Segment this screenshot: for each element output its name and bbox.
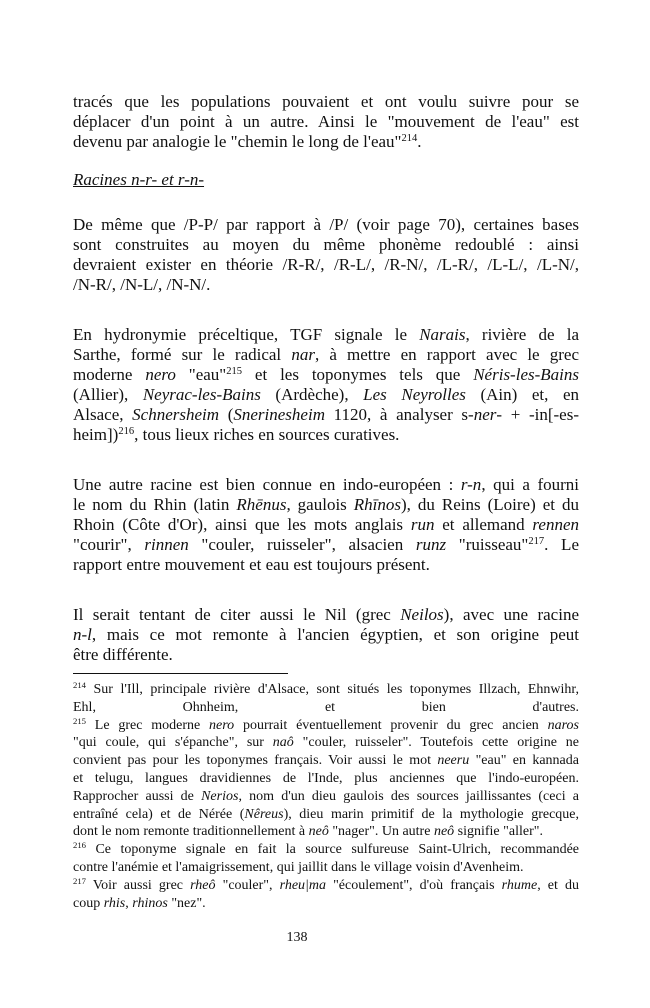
- text-line: [73, 515, 579, 535]
- italic-term: naros: [547, 717, 579, 733]
- text-line: [73, 555, 579, 575]
- text-line: [73, 859, 579, 877]
- text-line: [73, 215, 579, 235]
- text-line: [73, 788, 579, 806]
- text-run: "eau": [175, 365, 227, 384]
- footnote-ref: 217: [528, 536, 545, 548]
- italic-term: rheô: [190, 877, 216, 893]
- text-line: [73, 345, 579, 365]
- text-run: Rhoin (Côte d'Or), ainsi que les mots anglais: [73, 515, 411, 534]
- italic-term: neô: [308, 824, 329, 840]
- text-line: [73, 535, 579, 555]
- text-run: heim]): [73, 425, 119, 444]
- text-line: [73, 645, 579, 665]
- text-run: Rapprocher aussi de: [73, 788, 202, 804]
- italic-term: Rhēnus: [236, 495, 287, 514]
- text-run: "écoulement", d'où français: [326, 877, 502, 893]
- text-run: devraient exister en théorie /R-R/, /R-L/, /R-N/, /L-R/, /L-L/, /L-N/,: [73, 255, 579, 274]
- text-run: entraîné cela) et de Nérée (: [73, 806, 245, 822]
- text-run: "ruisseau": [446, 535, 529, 554]
- italic-term: rheu|ma: [279, 877, 326, 893]
- text-line: [73, 699, 579, 717]
- text-run: "qui coule, qui s'épanche", sur: [73, 735, 273, 751]
- text-run: pourrait éventuellement provenir du grec ancien: [234, 717, 548, 733]
- text-run: /N-R/, /N-L/, /N-N/.: [73, 275, 211, 294]
- section-heading-text: Racines n-r- et r-n-: [73, 170, 205, 189]
- italic-term: neeru: [437, 753, 470, 769]
- text-line: [73, 895, 579, 913]
- footnote-ref: 216: [118, 426, 135, 438]
- page-number: 138: [286, 930, 308, 945]
- text-run: "nager". Un autre: [328, 824, 434, 840]
- footnote-ref: 214: [401, 133, 418, 145]
- italic-term: Rhīnos: [353, 495, 402, 514]
- text-run: Sarthe, formé sur le radical: [73, 345, 292, 364]
- footnote-ref: 217: [73, 876, 87, 886]
- text-line: [73, 806, 579, 824]
- text-line: [73, 877, 579, 895]
- text-run: "couler, ruisseler", alsacien: [188, 535, 416, 554]
- text-run: .: [417, 132, 422, 151]
- text-run: ), avec une racine: [443, 605, 579, 624]
- text-line: [73, 255, 579, 275]
- text-line: [73, 681, 579, 699]
- text-run: Sur l'Ill, principale rivière d'Alsace, sont situés les toponymes Illzach, Ehnwihr,: [86, 682, 579, 697]
- text-line: [73, 325, 579, 345]
- text-run: signifie "aller".: [454, 824, 543, 840]
- text-run: Alsace,: [73, 405, 133, 424]
- text-line: [73, 475, 579, 495]
- footnotes: [73, 681, 579, 912]
- text-run: le nom du Rhin (latin: [73, 495, 237, 514]
- text-run: , mais ce mot remonte à l'ancien égyptien, et son origine peut: [91, 625, 579, 644]
- italic-term: Snerinesheim: [233, 405, 325, 424]
- text-run: "nez".: [167, 895, 206, 911]
- text-run: coup: [73, 895, 104, 911]
- text-run: (Ain) et, en: [465, 385, 579, 404]
- italic-term: Les Neyrolles: [363, 385, 466, 404]
- footnote-ref: 216: [73, 840, 87, 851]
- text-line: [73, 752, 579, 770]
- italic-term: Nerios: [201, 788, 239, 804]
- text-line: [73, 385, 579, 405]
- text-run: sont construites au moyen du même phonème redoublé : ainsi: [73, 235, 579, 254]
- text-line: [73, 625, 579, 645]
- italic-term: rhis: [103, 895, 126, 911]
- italic-term: Narais: [419, 325, 466, 344]
- text-line: [73, 365, 579, 385]
- text-run: "eau" en kannada: [469, 753, 579, 769]
- text-line: [73, 92, 579, 112]
- italic-term: n-l: [73, 625, 92, 644]
- paragraph-3: [73, 325, 579, 445]
- paragraph-2: [73, 215, 579, 295]
- text-run: (Ardèche),: [260, 385, 364, 404]
- text-run: , gaulois: [286, 495, 354, 514]
- text-run: - + -in[-es-: [496, 405, 579, 424]
- italic-term: Neyrac-les-Bains: [142, 385, 261, 404]
- text-run: et telugu, langues dravidiennes de l'Inde, plus anciennes que l'indo-européen.: [73, 770, 579, 786]
- text-run: convient pas pour les toponymes français. Voir aussi le mot: [73, 753, 438, 769]
- text-run: et les toponymes tels que: [242, 365, 474, 384]
- text-run: , qui a fourni: [481, 475, 579, 494]
- text-run: Voir aussi grec: [86, 877, 191, 893]
- text-line: [73, 734, 579, 752]
- text-run: (Allier),: [73, 385, 143, 404]
- text-run: ,: [125, 895, 133, 911]
- paragraph-1: [73, 92, 579, 152]
- italic-term: rhume: [501, 877, 538, 893]
- footnote-ref: 214: [73, 680, 87, 691]
- italic-term: rennen: [532, 515, 579, 534]
- text-run: 1120, à analyser s-: [324, 405, 474, 424]
- text-run: "couler",: [215, 877, 280, 893]
- text-run: être différente.: [73, 645, 173, 664]
- text-line: [73, 605, 579, 625]
- italic-term: nar: [291, 345, 315, 364]
- text-run: et allemand: [434, 515, 533, 534]
- text-run: "courir",: [73, 535, 145, 554]
- italic-term: run: [410, 515, 435, 534]
- italic-term: naô: [272, 735, 294, 751]
- footnote-separator: [73, 673, 288, 674]
- text-run: , et du: [537, 877, 579, 893]
- text-run: rapport entre mouvement et eau est toujours présent.: [73, 555, 430, 574]
- text-run: ), du Reins (Loire) et du: [401, 495, 580, 514]
- paragraph-5: [73, 605, 579, 665]
- text-run: tracés que les populations pouvaient et ont voulu suivre pour se: [73, 92, 579, 111]
- italic-term: Schnersheim: [132, 405, 220, 424]
- italic-term: Nêreus: [244, 806, 284, 822]
- text-run: , à mettre en rapport avec le grec: [314, 345, 579, 364]
- text-run: , rivière de la: [465, 325, 579, 344]
- text-line: [73, 823, 579, 841]
- text-run: déplacer d'un point à un autre. Ainsi le "mouvement de l'eau" est: [73, 112, 579, 131]
- italic-term: rinnen: [144, 535, 189, 554]
- text-line: [73, 495, 579, 515]
- text-run: moderne: [73, 365, 146, 384]
- text-line: [73, 841, 579, 859]
- text-run: devenu par analogie le "chemin le long de l'eau": [73, 132, 402, 151]
- text-run: Il serait tentant de citer aussi le Nil (grec: [73, 605, 401, 624]
- italic-term: r-n: [460, 475, 482, 494]
- text-line: [73, 717, 579, 735]
- text-line: [73, 405, 579, 425]
- italic-term: rhinos: [132, 895, 168, 911]
- italic-term: Neilos: [400, 605, 444, 624]
- text-run: , tous lieux riches en sources curatives.: [134, 425, 400, 444]
- italic-term: nero: [145, 365, 176, 384]
- text-run: contre l'anémie et l'amaigrissement, qui jaillit dans le village voisin d'Avenheim.: [73, 859, 524, 875]
- text-run: Ce toponyme signale en fait la source sulfureuse Saint-Ulrich, recommandée: [86, 842, 579, 858]
- text-line: [73, 425, 579, 445]
- text-run: "couler, ruisseler". Toutefois cette origine ne: [293, 735, 579, 751]
- text-run: Le grec moderne: [86, 717, 210, 733]
- text-run: En hydronymie préceltique, TGF signale le: [73, 325, 420, 344]
- text-run: , nom d'un dieu gaulois des sources jaillissantes (ceci a: [238, 788, 579, 804]
- italic-term: runz: [415, 535, 447, 554]
- text-run: . Le: [544, 535, 579, 554]
- italic-term: Néris-les-Bains: [473, 365, 579, 384]
- text-run: Une autre racine est bien connue en indo-européen :: [73, 475, 461, 494]
- text-line: [73, 235, 579, 255]
- text-line: [73, 275, 579, 295]
- text-run: De même que /P-P/ par rapport à /P/ (voir page 70), certaines bases: [73, 215, 579, 234]
- text-line: [73, 770, 579, 788]
- text-line: [73, 112, 579, 132]
- italic-term: nero: [209, 717, 235, 733]
- footnote-ref: 215: [226, 366, 243, 378]
- italic-term: neô: [433, 824, 455, 840]
- section-heading: [73, 170, 579, 190]
- text-run: Ehl, Ohnheim, et bien d'autres.: [73, 699, 579, 715]
- text-line: [73, 132, 579, 152]
- text-run: ), dieu marin primitif de la mythologie grecque,: [283, 806, 580, 822]
- italic-term: ner: [473, 405, 497, 424]
- text-run: dont le nom remonte traditionnellement à: [73, 824, 309, 840]
- footnote-ref: 215: [73, 715, 87, 726]
- paragraph-4: [73, 475, 579, 575]
- text-run: (: [219, 405, 234, 424]
